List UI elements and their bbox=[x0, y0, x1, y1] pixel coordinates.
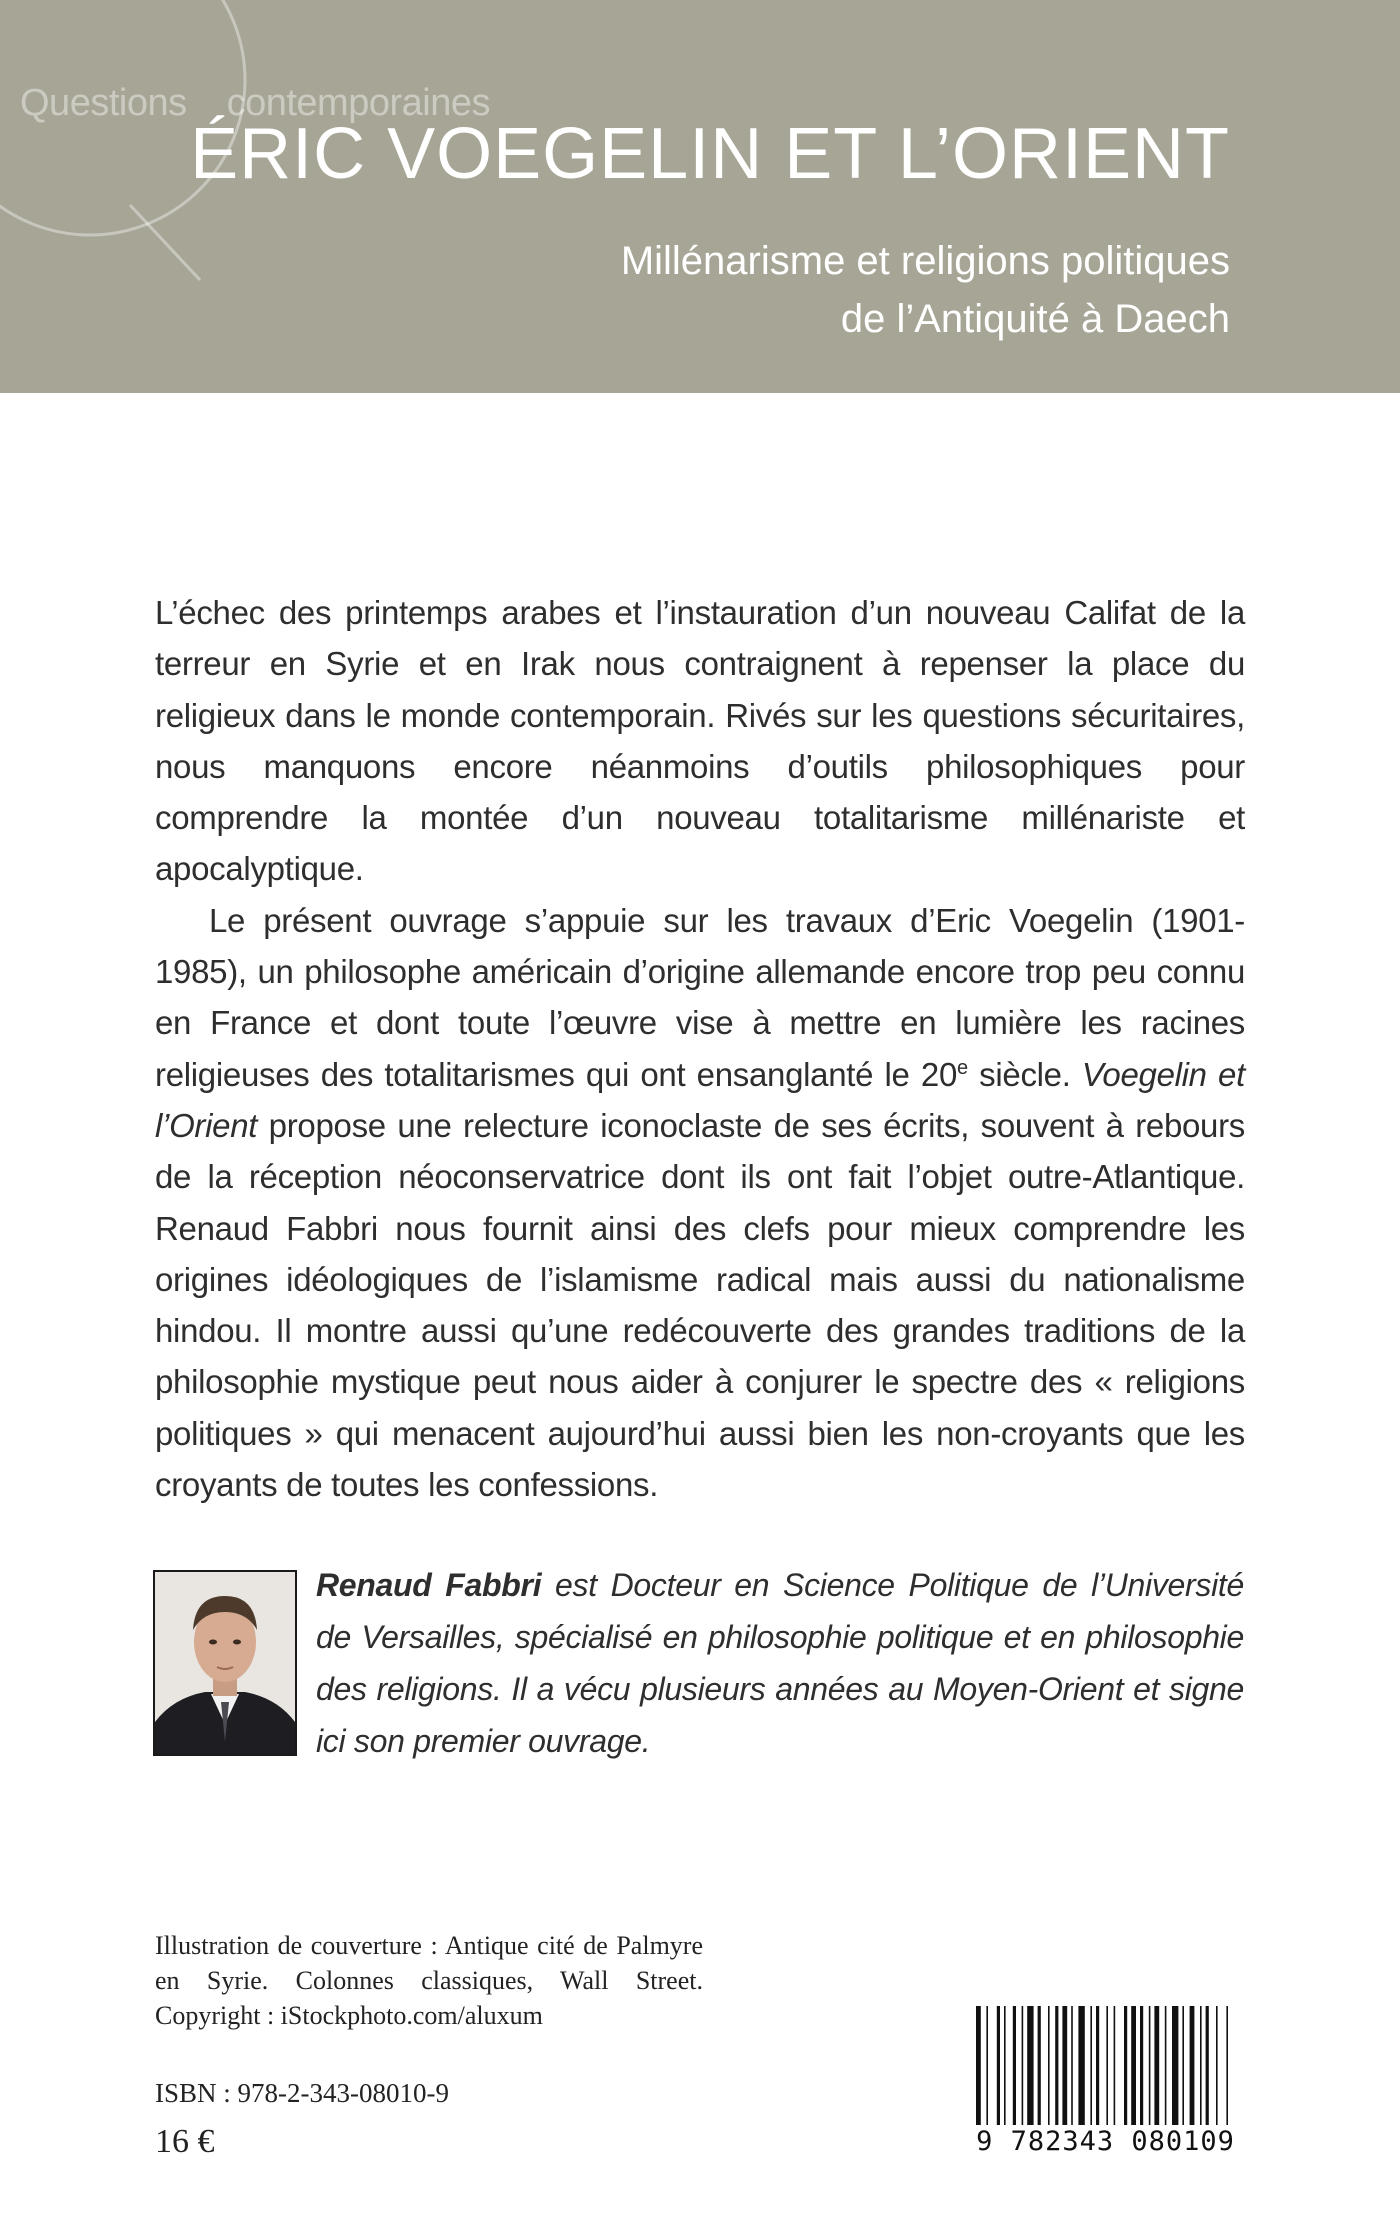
book-title: ÉRIC VOEGELIN ET L’ORIENT bbox=[190, 114, 1230, 194]
book-title-italic: Voegelin et l’Orient bbox=[155, 1055, 1245, 1144]
subtitle-line-2: de l’Antiquité à Daech bbox=[840, 297, 1230, 341]
blurb-paragraph-1: L’échec des printemps arabes et l’instauration d’un nouveau Califat de la terreur en Syrie et en Irak nous contraignent à repenser la place du religieux dans le monde contemporain. Rivés sur les questions sécuritaires, nous manquons encore néanmoins d’outils philosophiques pour comprendre la montée d’un nouveau totalitarisme millénariste et apocalyptique. bbox=[155, 594, 1245, 888]
century-superscript: e bbox=[957, 1056, 968, 1079]
subtitle-line-1: Millénarisme et religions politiques bbox=[620, 239, 1230, 283]
price: 16 € bbox=[155, 2123, 215, 2160]
author-name: Renaud Fabbri bbox=[316, 1567, 542, 1603]
author-portrait-icon bbox=[153, 1570, 297, 1756]
book-subtitle bbox=[621, 232, 1230, 348]
author-bio bbox=[316, 1559, 1244, 1767]
header-band bbox=[0, 0, 1400, 393]
credits-text: Illustration de couverture : Antique cité de Palmyre en Syrie. Colonnes classiques, Wall Street. Copyright : iStockphoto.com/aluxum bbox=[155, 1931, 703, 2030]
blurb-p2-part-2: siècle. bbox=[967, 1055, 1082, 1093]
series-word-1: Questions bbox=[20, 82, 187, 124]
cover-credits bbox=[155, 1928, 703, 2033]
barcode-digits: 9 782343 080109 bbox=[968, 2125, 1243, 2159]
blurb-paragraph-2 bbox=[155, 895, 1245, 1511]
back-cover-blurb bbox=[155, 587, 1245, 1510]
blurb-p2-part-3: propose une relecture iconoclaste de ses écrits, souvent à rebours de la réception néoconservatrice dont ils ont fait l’objet outre-Atlantique. Renaud Fabbri nous fournit ainsi des clefs pour mieux comprendre les origines idéologiques de l’islamisme radical mais aussi du nationalisme hindou. Il montre aussi qu’une redécouverte des grandes traditions de la philosophie mystique peut nous aider à conjurer le spectre des « religions politiques » qui menacent aujourd’hui aussi bien les non-croyants que les croyants de toutes les confessions. bbox=[155, 1106, 1245, 1504]
blurb-p2-part-1: Le présent ouvrage s’appuie sur les travaux d’Eric Voegelin (1901-1985), un philosophe américain d’origine allemande encore trop peu connu en France et dont toute l’œuvre vise à mettre en lumière les racines religieuses des totalitarismes qui ont ensanglanté le 20 bbox=[155, 901, 1245, 1093]
series-word-2: contemporaines bbox=[226, 82, 490, 124]
isbn: ISBN : 978-2-343-08010-9 bbox=[155, 2078, 449, 2108]
author-bio-text: est Docteur en Science Politique de l’Université de Versailles, spécialisé en philosophie politique et en philosophie des religions. Il a vécu plusieurs années au Moyen-Orient et signe ici son premier ouvrage. bbox=[316, 1567, 1244, 1759]
